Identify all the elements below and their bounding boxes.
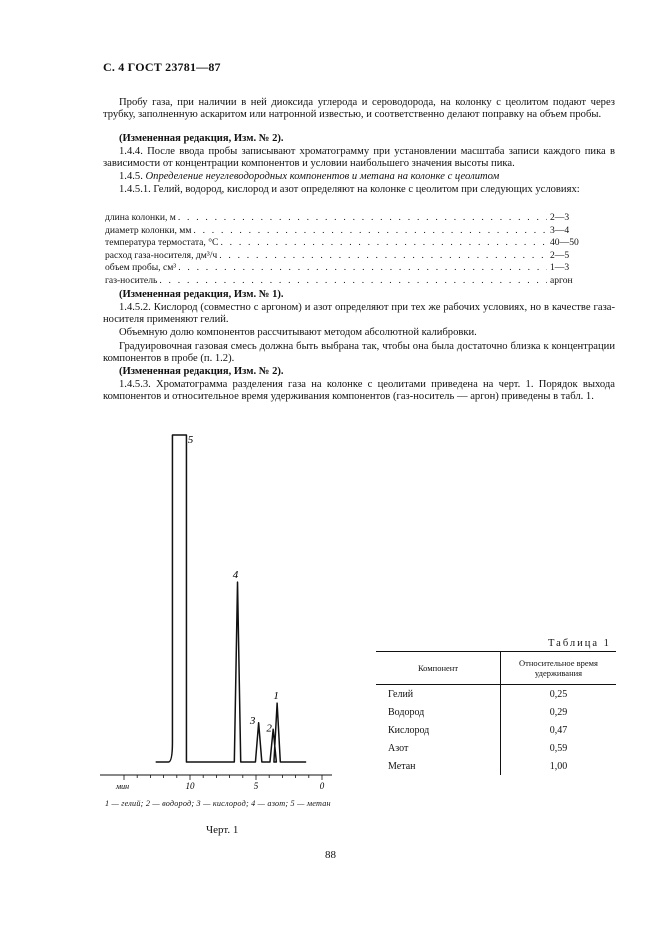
figure-label: Черт. 1 (206, 824, 239, 836)
condition-value: 1—3 (550, 262, 570, 274)
condition-label: температура термостата, °С (105, 237, 219, 249)
retention-cell: 1,00 (549, 760, 568, 772)
table-row (376, 739, 616, 757)
condition-row (105, 225, 605, 237)
condition-row (105, 250, 605, 262)
condition-value: аргон (550, 275, 573, 286)
table-title: Таблица 1 (548, 638, 611, 649)
dot-leader (191, 225, 547, 237)
condition-label: диаметр колонки, мм (105, 224, 192, 236)
condition-row (105, 212, 605, 224)
condition-value: 2—5 (550, 249, 570, 261)
chromatogram-chart (100, 420, 350, 795)
peak-label: 3 (249, 714, 256, 727)
condition-row (105, 275, 605, 287)
peak-label: 5 (187, 434, 194, 446)
retention-table (376, 651, 616, 775)
amendment-note: (Измененная редакция, Изм. № 2). (119, 133, 284, 144)
table-row (376, 685, 616, 704)
paragraph-calibration: Объемную долю компонентов рассчитывают методом абсолютной калибровки. (119, 327, 477, 338)
component-cell: Азот (376, 739, 501, 757)
condition-row (105, 262, 605, 274)
retention-cell: 0,59 (549, 742, 568, 754)
x-axis-label: мин (116, 782, 130, 791)
page-header: С. 4 ГОСТ 23781—87 (103, 60, 221, 74)
paragraph-1-4-5-2: 1.4.5.2. Кислород (совместно с аргоном) и азот определяют при тех же рабочих условиях, но в качестве газа-носителя применяют гелий. (103, 302, 615, 325)
condition-label: газ-носитель (105, 275, 158, 286)
x-tick-label: 10 (185, 781, 195, 791)
retention-cell: 0,47 (549, 724, 568, 736)
chart-caption: 1 — гелий; 2 — водород; 3 — кислород; 4 — азот; 5 — метан (105, 799, 331, 808)
component-cell: Водород (376, 703, 501, 721)
condition-value: 2—3 (550, 212, 570, 223)
chromatogram-trace (156, 435, 306, 762)
amendment-note: (Измененная редакция, Изм. № 2). (119, 366, 284, 377)
condition-label: расход газа-носителя, дм³/ч (105, 249, 218, 261)
section-number: 1.4.5. (119, 171, 143, 182)
column-header-retention: Относительное время удерживания (501, 652, 617, 685)
paragraph-1-4-5 (103, 171, 615, 183)
condition-value: 40—50 (550, 237, 579, 249)
condition-label: длина колонки, м (105, 212, 176, 223)
table-row (376, 757, 616, 775)
amendment-note: (Измененная редакция, Изм. № 1). (119, 289, 284, 300)
dot-leader (217, 250, 547, 262)
condition-label: объем пробы, см³ (105, 262, 177, 274)
paragraph-sample-prep: Пробу газа, при наличии в ней диоксида углерода и сероводорода, на колонку с цеолитом подают через трубку, заполненную аскаритом или натронной известью, и соответственно делают поправку на объем пробы. (103, 97, 615, 120)
page-number: 88 (325, 849, 336, 861)
component-cell: Метан (376, 757, 501, 775)
x-tick-label: 5 (253, 781, 259, 791)
paragraph-1-4-5-3: 1.4.5.3. Хроматограмма разделения газа на колонке с цеолитами приведена на черт. 1. Порядок выхода компонентов и относительное время удерживания компонентов (газ-носитель — аргон) приведены в табл. 1. (103, 379, 615, 402)
retention-cell: 0,25 (549, 688, 568, 700)
dot-leader (176, 262, 547, 274)
paragraph-1-4-5-1: 1.4.5.1. Гелий, водород, кислород и азот определяют на колонке с цеолитом при следующих условиях: (119, 184, 580, 195)
peak-label: 4 (232, 569, 239, 582)
peak-label: 1 (273, 690, 279, 703)
dot-leader (218, 237, 547, 249)
section-title: Определение неуглеводородных компонентов и метана на колонке с цеолитом (145, 171, 500, 182)
table-row (376, 703, 616, 721)
component-cell: Гелий (376, 685, 501, 704)
retention-cell: 0,29 (549, 706, 568, 718)
component-cell: Кислород (376, 721, 501, 739)
condition-row (105, 237, 605, 249)
dot-leader (157, 275, 547, 287)
paragraph-gas-mixture: Градуировочная газовая смесь должна быть выбрана так, чтобы она была достаточно близка к концентрации компонентов в пробе (п. 1.2). (103, 341, 615, 364)
peak-label: 2 (266, 722, 272, 735)
paragraph-1-4-4: 1.4.4. После ввода пробы записывают хроматограмму при установлении масштаба записи каждого пика в зависимости от концентрации компонентов и условии наибольшего значения высоты пика. (103, 146, 615, 169)
x-tick-label: 0 (319, 781, 325, 791)
dot-leader (176, 212, 547, 224)
table-row (376, 721, 616, 739)
column-header-component: Компонент (376, 652, 501, 685)
condition-value: 3—4 (550, 224, 570, 236)
